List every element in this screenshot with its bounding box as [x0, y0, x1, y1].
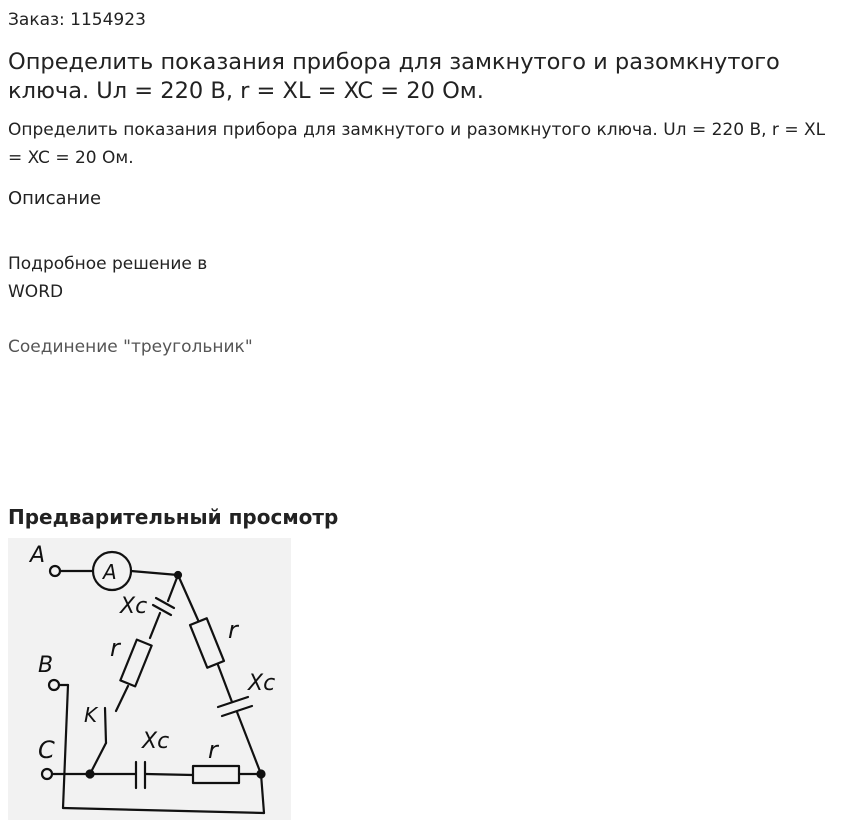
label-xc-bottom: Xc [142, 729, 170, 754]
label-r-right: r [228, 616, 238, 644]
circuit-diagram [8, 538, 291, 820]
label-xc-right: Xc [248, 671, 276, 696]
label-r-bottom: r [208, 736, 218, 764]
task-statement: Определить показания прибора для замкнутого и разомкнутого ключа. Uл = 220 В, r = XL = XC = 20 Ом. [8, 120, 826, 168]
label-xc-left: Xc [120, 594, 148, 619]
connection-type: Соединение "треугольник" [8, 337, 253, 357]
preview-heading: Предварительный просмотр [8, 505, 339, 529]
label-switch: K [84, 703, 98, 727]
switch-contact [105, 708, 106, 743]
wire-return-right [261, 774, 264, 813]
wire-right-3 [237, 712, 261, 774]
wire-left-2 [150, 613, 160, 638]
label-node-c: C [38, 736, 55, 764]
cap-right-plate-1 [218, 697, 248, 707]
page-title: Определить показания прибора для замкнутого и разомкнутого ключа. Uл = 220 В, r = XL = XC = 20 Ом. [8, 49, 780, 104]
description-heading: Описание [8, 188, 102, 209]
resistor-bottom [193, 766, 239, 783]
description-body: Подробное решение в WORD [8, 254, 208, 302]
wire-return-bottom [63, 808, 264, 813]
order-number: Заказ: 1154923 [8, 10, 146, 30]
node-c [87, 771, 94, 778]
terminal-a [50, 566, 60, 576]
wire-bottom-2 [146, 774, 193, 775]
wire-ammeter-top-node [131, 571, 178, 575]
wire-right-1 [178, 575, 198, 620]
wire-left-3 [116, 686, 128, 711]
cap-left-plate-2 [153, 605, 171, 615]
terminal-c [42, 769, 52, 779]
label-ammeter: A [103, 560, 117, 584]
wire-right-2 [218, 665, 232, 702]
wire-left-1 [168, 575, 178, 601]
cap-left-plate-1 [156, 598, 174, 608]
resistor-left [120, 640, 151, 687]
terminal-b [49, 680, 59, 690]
resistor-right [190, 618, 224, 667]
label-r-left: r [110, 634, 120, 662]
label-node-a: A [30, 543, 46, 568]
preview-circuit-image [8, 538, 291, 820]
switch-blade [90, 743, 106, 774]
label-node-b: B [38, 653, 54, 678]
wire-b-2 [63, 685, 68, 808]
